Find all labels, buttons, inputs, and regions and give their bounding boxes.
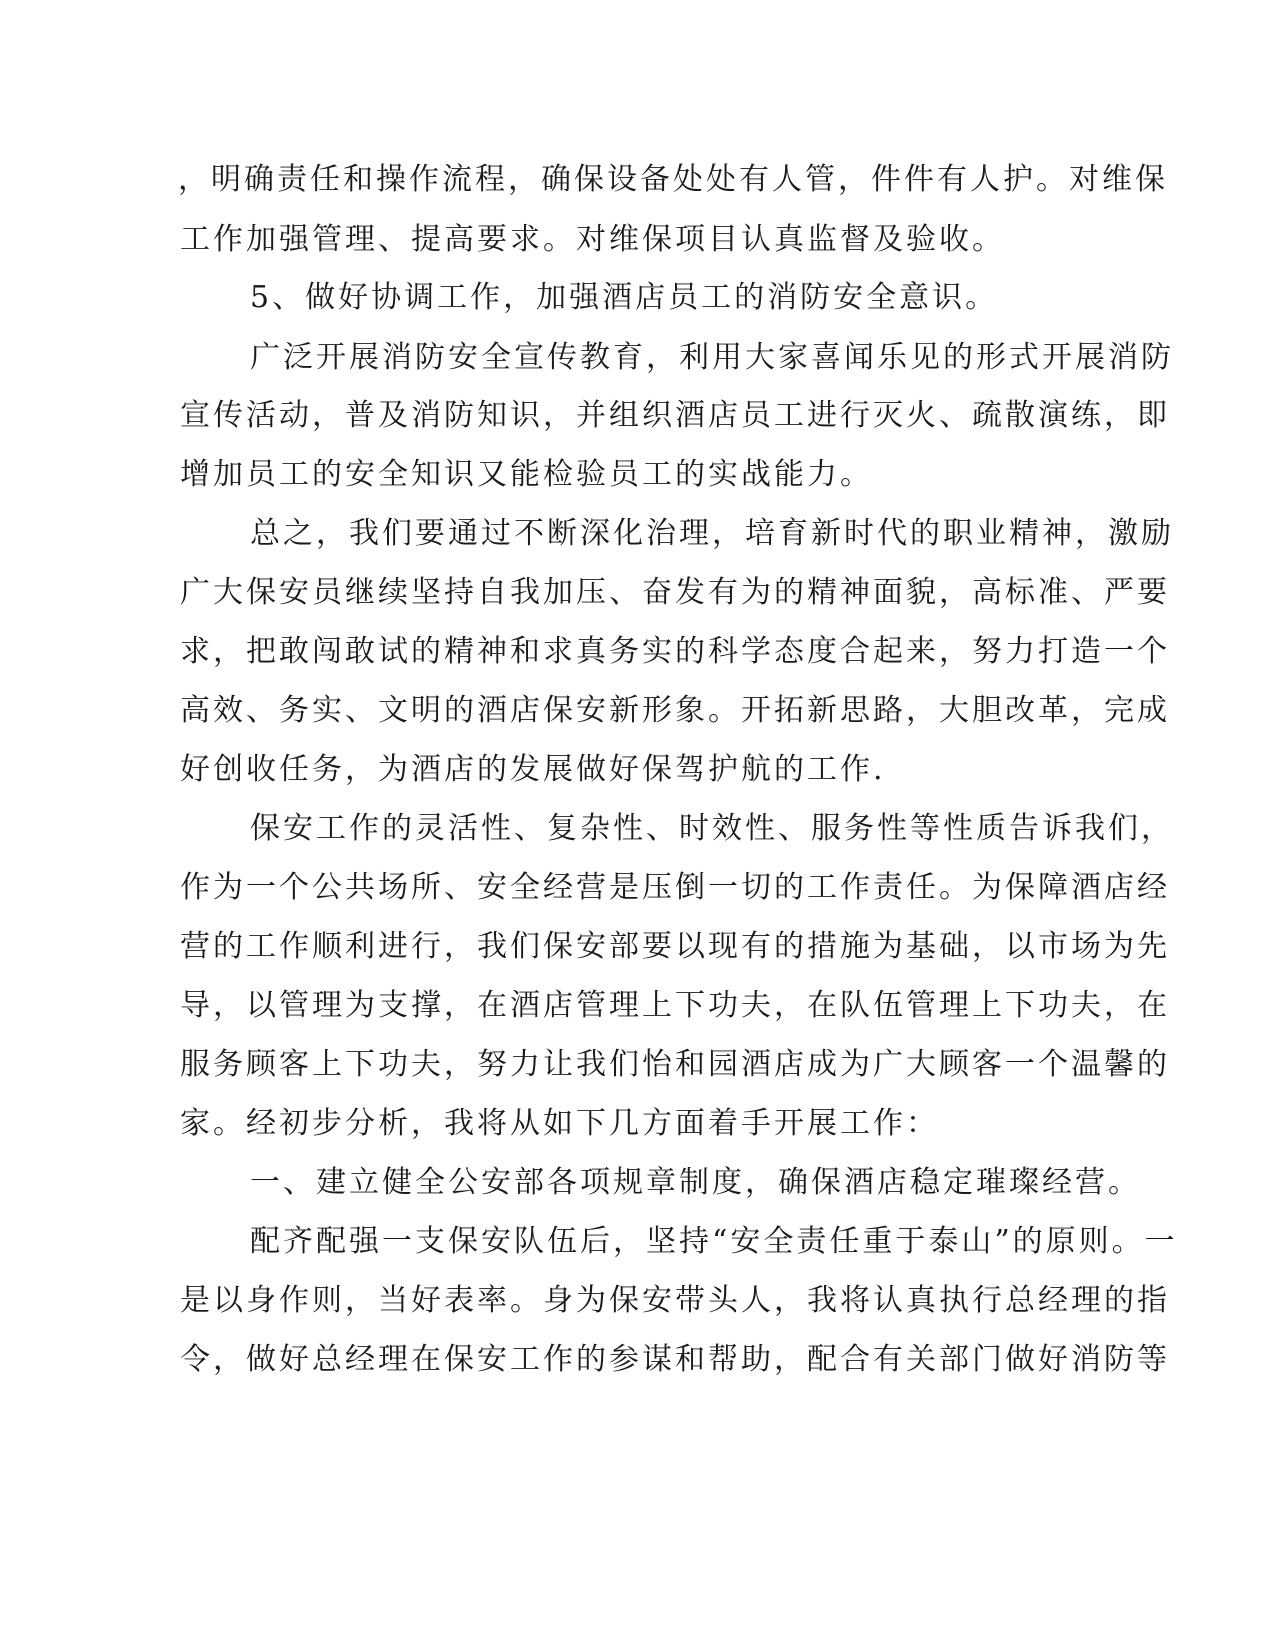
text-line: 保安工作的灵活性、复杂性、时效性、服务性等性质告诉我们， [250, 811, 1174, 846]
text-line: 导，以管理为支撑，在酒店管理上下功夫，在队伍管理上下功夫，在 [180, 988, 1170, 1023]
text-line: 配齐配强一支保安队伍后，坚持“安全责任重于泰山”的原则。一 [250, 1224, 1178, 1259]
text-line: 营的工作顺利进行，我们保安部要以现有的措施为基础，以市场为先 [180, 929, 1170, 964]
text-line: 广大保安员继续坚持自我加压、奋发有为的精神面貌，高标准、严要 [180, 575, 1170, 610]
text-line: 作为一个公共场所、安全经营是压倒一切的工作责任。为保障酒店经 [180, 870, 1170, 905]
text-line: 家。经初步分析，我将从如下几方面着手开展工作： [180, 1106, 939, 1141]
section-heading: 5、做好协调工作，加强酒店员工的消防安全意识。 [250, 280, 999, 315]
text-line: 服务顾客上下功夫，努力让我们怡和园酒店成为广大顾客一个温馨的 [180, 1047, 1170, 1082]
text-line: 广泛开展消防安全宣传教育，利用大家喜闻乐见的形式开展消防 [250, 340, 1174, 375]
text-line: 总之，我们要通过不断深化治理，培育新时代的职业精神，激励 [250, 516, 1174, 551]
text-line: 求，把敢闯敢试的精神和求真务实的科学态度合起来，努力打造一个 [180, 634, 1170, 669]
text-line: 高效、务实、文明的酒店保安新形象。开拓新思路，大胆改革，完成 [180, 693, 1170, 728]
section-heading: 一、建立健全公安部各项规章制度，确保酒店稳定璀璨经营。 [250, 1165, 1141, 1200]
text-line: 增加员工的安全知识又能检验员工的实战能力。 [180, 457, 873, 492]
text-line: 是以身作则，当好表率。身为保安带头人，我将认真执行总经理的指 [180, 1283, 1170, 1318]
text-line: 宣传活动，普及消防知识，并组织酒店员工进行灭火、疏散演练，即 [180, 398, 1170, 433]
text-line: 工作加强管理、提高要求。对维保项目认真监督及验收。 [180, 222, 1005, 257]
text-line: 令，做好总经理在保安工作的参谋和帮助，配合有关部门做好消防等 [180, 1342, 1170, 1377]
text-line: ，明确责任和操作流程，确保设备处处有人管，件件有人护。对维保 [178, 162, 1168, 197]
text-line: 好创收任务，为酒店的发展做好保驾护航的工作. [180, 752, 886, 787]
